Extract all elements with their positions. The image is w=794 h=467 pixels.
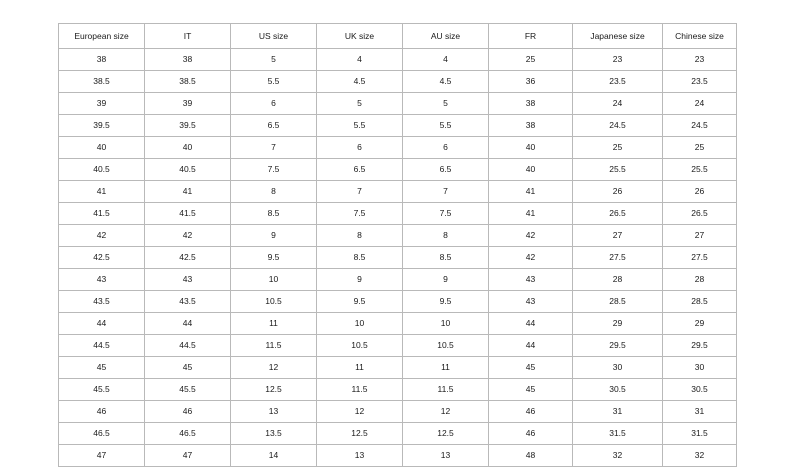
table-cell: 13.5 [231,423,317,445]
table-cell: 41.5 [145,203,231,225]
table-cell: 46 [59,401,145,423]
table-cell: 30.5 [663,379,737,401]
table-cell: 43 [59,269,145,291]
table-row [59,423,737,445]
table-row [59,291,737,313]
table-cell: 26.5 [663,203,737,225]
table-row [59,71,737,93]
table-cell: 7 [231,137,317,159]
table-cell: 38 [145,49,231,71]
table-cell: 40 [145,137,231,159]
table-cell: 39.5 [59,115,145,137]
table-cell: 4 [403,49,489,71]
column-header: Chinese size [663,24,737,49]
table-cell: 12.5 [403,423,489,445]
table-cell: 5 [231,49,317,71]
table-cell: 46.5 [59,423,145,445]
table-cell: 25 [489,49,573,71]
table-cell: 11 [231,313,317,335]
table-cell: 31 [573,401,663,423]
table-cell: 27.5 [663,247,737,269]
table-cell: 28.5 [663,291,737,313]
table-row [59,203,737,225]
table-cell: 42 [59,225,145,247]
table-cell: 25 [573,137,663,159]
table-cell: 5.5 [231,71,317,93]
table-cell: 12.5 [231,379,317,401]
table-cell: 11.5 [317,379,403,401]
table-cell: 5 [403,93,489,115]
table-cell: 4.5 [317,71,403,93]
table-row [59,225,737,247]
table-cell: 5.5 [403,115,489,137]
table-cell: 8 [317,225,403,247]
table-cell: 32 [573,445,663,467]
table-cell: 9.5 [403,291,489,313]
table-cell: 26 [573,181,663,203]
table-cell: 46 [145,401,231,423]
table-cell: 10.5 [403,335,489,357]
table-cell: 45.5 [59,379,145,401]
table-row [59,445,737,467]
table-cell: 11.5 [231,335,317,357]
table-cell: 27 [663,225,737,247]
table-cell: 8.5 [317,247,403,269]
table-cell: 40.5 [145,159,231,181]
table-cell: 8 [403,225,489,247]
table-row [59,313,737,335]
table-cell: 8.5 [231,203,317,225]
table-row [59,181,737,203]
table-cell: 43.5 [59,291,145,313]
table-cell: 41 [145,181,231,203]
table-cell: 40 [59,137,145,159]
table-cell: 44.5 [145,335,231,357]
table-cell: 14 [231,445,317,467]
table-cell: 11.5 [403,379,489,401]
table-cell: 38.5 [59,71,145,93]
table-cell: 9 [403,269,489,291]
table-cell: 39 [145,93,231,115]
table-cell: 25 [663,137,737,159]
table-cell: 8.5 [403,247,489,269]
table-cell: 12 [403,401,489,423]
table-cell: 7.5 [317,203,403,225]
table-row [59,247,737,269]
table-cell: 29 [573,313,663,335]
table-cell: 27.5 [573,247,663,269]
table-cell: 9.5 [231,247,317,269]
table-cell: 24.5 [573,115,663,137]
table-row [59,357,737,379]
table-cell: 6 [317,137,403,159]
column-header: UK size [317,24,403,49]
table-cell: 29.5 [663,335,737,357]
table-cell: 39 [59,93,145,115]
table-cell: 45 [489,357,573,379]
shoe-size-conversion-table-container [58,23,736,467]
table-cell: 5.5 [317,115,403,137]
table-cell: 4.5 [403,71,489,93]
column-header: US size [231,24,317,49]
table-cell: 10 [403,313,489,335]
table-cell: 48 [489,445,573,467]
table-cell: 12.5 [317,423,403,445]
table-cell: 25.5 [663,159,737,181]
table-cell: 13 [317,445,403,467]
table-cell: 45 [145,357,231,379]
table-row [59,269,737,291]
table-cell: 38 [59,49,145,71]
table-cell: 7 [403,181,489,203]
table-cell: 11 [317,357,403,379]
table-cell: 43.5 [145,291,231,313]
table-cell: 42.5 [145,247,231,269]
table-cell: 26 [663,181,737,203]
table-cell: 30.5 [573,379,663,401]
table-cell: 28.5 [573,291,663,313]
table-row [59,49,737,71]
table-cell: 6.5 [317,159,403,181]
table-cell: 31.5 [573,423,663,445]
table-cell: 46 [489,423,573,445]
table-cell: 25.5 [573,159,663,181]
table-cell: 38 [489,93,573,115]
table-cell: 40 [489,137,573,159]
table-cell: 29 [663,313,737,335]
table-cell: 23.5 [573,71,663,93]
table-cell: 45.5 [145,379,231,401]
table-cell: 5 [317,93,403,115]
table-cell: 6 [231,93,317,115]
table-cell: 42 [145,225,231,247]
table-cell: 40 [489,159,573,181]
table-header [59,24,737,49]
table-cell: 23 [573,49,663,71]
table-cell: 7.5 [231,159,317,181]
table-cell: 10 [317,313,403,335]
table-cell: 41 [59,181,145,203]
table-row [59,401,737,423]
table-cell: 10.5 [231,291,317,313]
table-cell: 24 [663,93,737,115]
table-cell: 46 [489,401,573,423]
table-cell: 29.5 [573,335,663,357]
table-cell: 24.5 [663,115,737,137]
table-row [59,137,737,159]
table-cell: 43 [145,269,231,291]
table-cell: 9.5 [317,291,403,313]
table-cell: 45 [59,357,145,379]
table-cell: 7 [317,181,403,203]
table-cell: 31.5 [663,423,737,445]
table-cell: 30 [573,357,663,379]
table-cell: 24 [573,93,663,115]
table-row [59,159,737,181]
table-cell: 44.5 [59,335,145,357]
table-cell: 7.5 [403,203,489,225]
column-header: European size [59,24,145,49]
table-cell: 36 [489,71,573,93]
table-cell: 13 [403,445,489,467]
table-row [59,335,737,357]
table-cell: 28 [663,269,737,291]
table-cell: 38.5 [145,71,231,93]
table-cell: 31 [663,401,737,423]
table-cell: 30 [663,357,737,379]
table-cell: 47 [145,445,231,467]
table-cell: 23.5 [663,71,737,93]
table-cell: 43 [489,269,573,291]
table-cell: 28 [573,269,663,291]
table-cell: 23 [663,49,737,71]
table-cell: 42 [489,225,573,247]
table-header-row [59,24,737,49]
table-cell: 6.5 [231,115,317,137]
table-cell: 42.5 [59,247,145,269]
table-cell: 32 [663,445,737,467]
table-cell: 27 [573,225,663,247]
table-row [59,379,737,401]
table-cell: 6 [403,137,489,159]
table-cell: 44 [489,335,573,357]
column-header: IT [145,24,231,49]
table-cell: 41 [489,181,573,203]
table-cell: 6.5 [403,159,489,181]
table-cell: 4 [317,49,403,71]
table-cell: 40.5 [59,159,145,181]
table-cell: 45 [489,379,573,401]
table-cell: 9 [317,269,403,291]
column-header: Japanese size [573,24,663,49]
table-body [59,49,737,467]
column-header: FR [489,24,573,49]
table-cell: 43 [489,291,573,313]
table-cell: 39.5 [145,115,231,137]
table-cell: 26.5 [573,203,663,225]
table-cell: 44 [489,313,573,335]
table-cell: 9 [231,225,317,247]
table-row [59,93,737,115]
table-cell: 12 [317,401,403,423]
table-cell: 41.5 [59,203,145,225]
table-cell: 44 [59,313,145,335]
table-cell: 47 [59,445,145,467]
table-cell: 11 [403,357,489,379]
table-cell: 38 [489,115,573,137]
table-cell: 13 [231,401,317,423]
table-cell: 8 [231,181,317,203]
table-cell: 12 [231,357,317,379]
table-cell: 41 [489,203,573,225]
shoe-size-conversion-table [58,23,737,467]
table-cell: 10.5 [317,335,403,357]
table-cell: 10 [231,269,317,291]
table-cell: 46.5 [145,423,231,445]
column-header: AU size [403,24,489,49]
table-row [59,115,737,137]
table-cell: 42 [489,247,573,269]
table-cell: 44 [145,313,231,335]
